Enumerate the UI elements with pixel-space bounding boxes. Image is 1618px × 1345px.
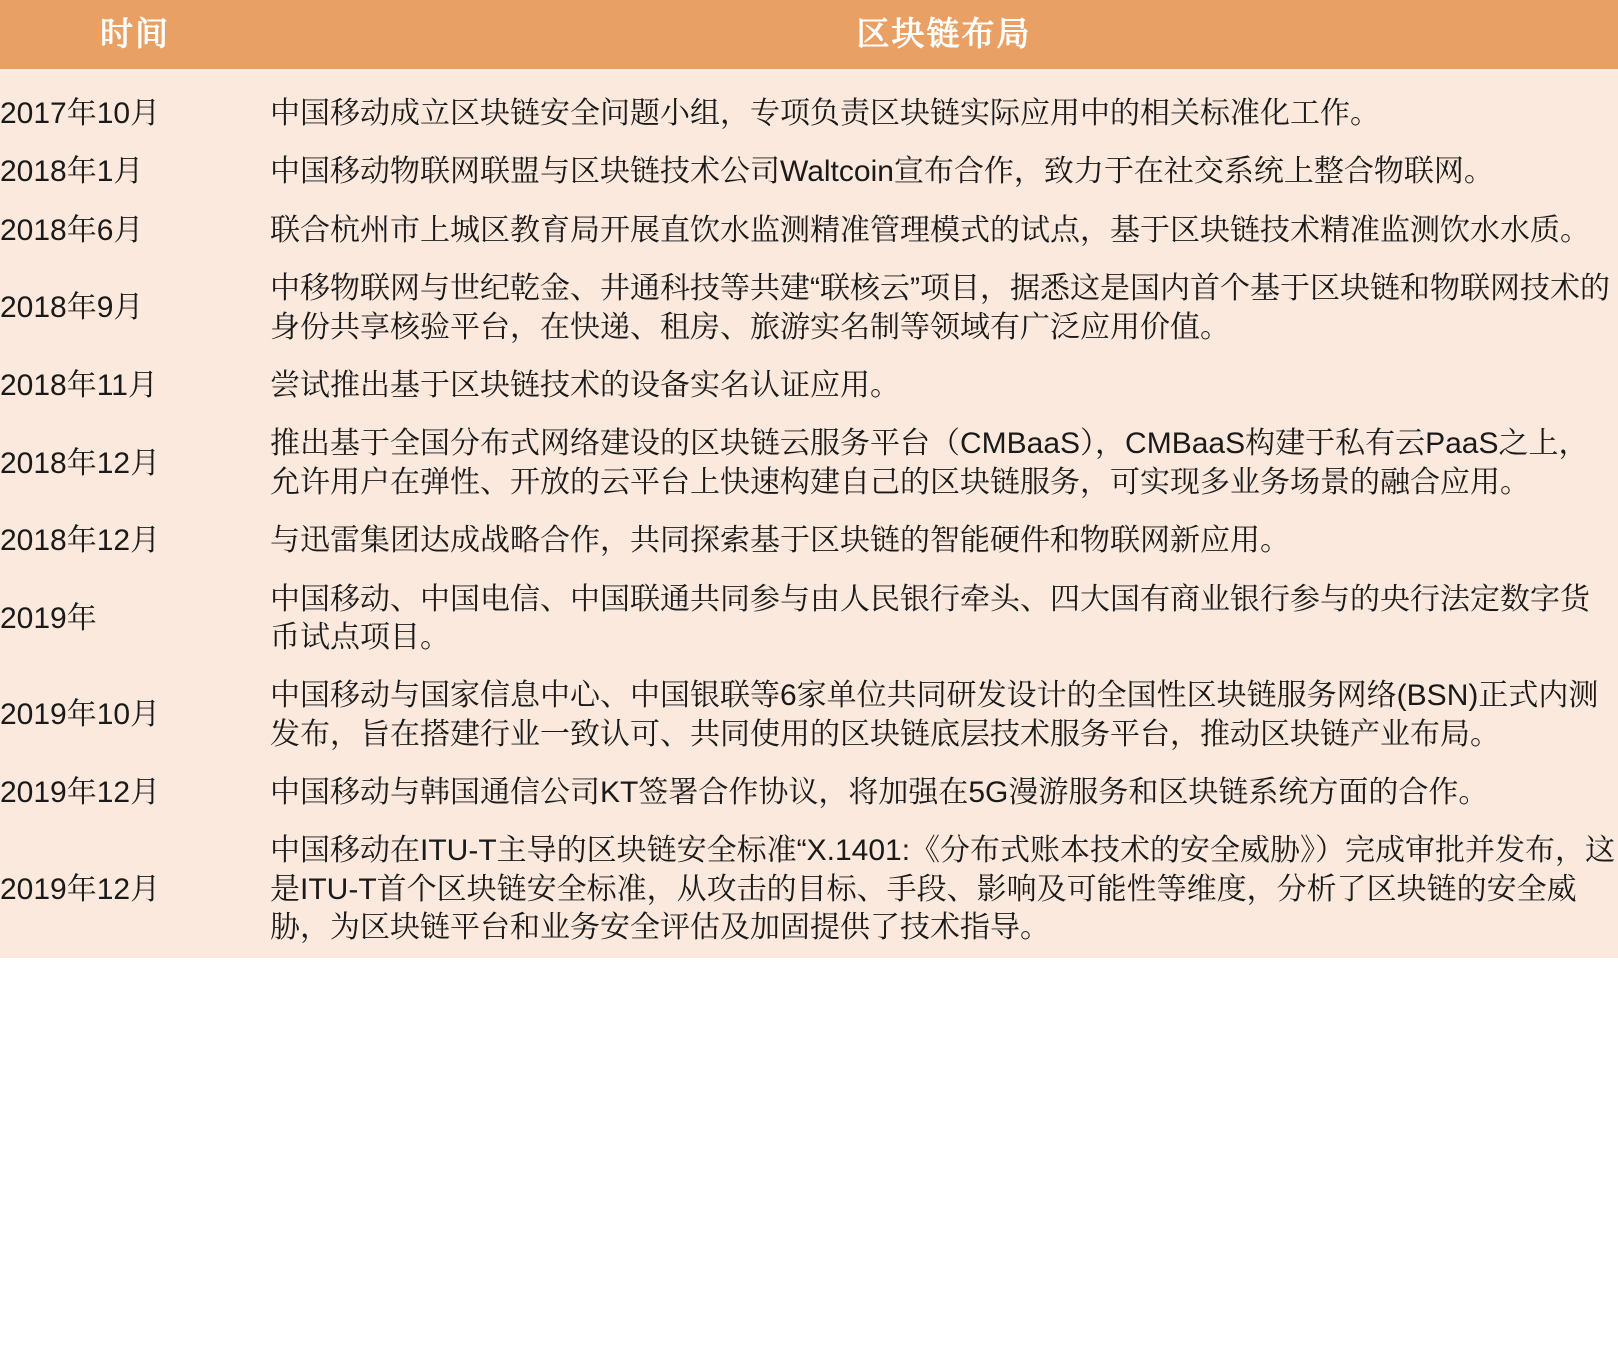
cell-time: 2018年9月 bbox=[0, 260, 270, 357]
table-row bbox=[0, 571, 1618, 668]
table-row bbox=[0, 667, 1618, 764]
table-body bbox=[0, 69, 1618, 958]
cell-time: 2017年10月 bbox=[0, 69, 270, 143]
cell-time: 2019年12月 bbox=[0, 764, 270, 822]
cell-description: 与迅雷集团达成战略合作，共同探索基于区块链的智能硬件和物联网新应用。 bbox=[270, 512, 1618, 570]
table-header-row bbox=[0, 0, 1618, 69]
cell-description: 中国移动在ITU-T主导的区块链安全标准“X.1401:《分布式账本技术的安全威胁》）完成审批并发布，这是ITU-T首个区块链安全标准，从攻击的目标、手段、影响及可能性等维度，分析了区块链的安全威胁，为区块链平台和业务安全评估及加固提供了技术指导。 bbox=[270, 822, 1618, 957]
cell-description: 推出基于全国分布式网络建设的区块链云服务平台（CMBaaS），CMBaaS构建于私有云PaaS之上，允许用户在弹性、开放的云平台上快速构建自己的区块链服务，可实现多业务场景的融合应用。 bbox=[270, 415, 1618, 512]
table-row bbox=[0, 69, 1618, 143]
cell-time: 2019年12月 bbox=[0, 822, 270, 957]
cell-time: 2018年1月 bbox=[0, 143, 270, 201]
table-row bbox=[0, 512, 1618, 570]
cell-description: 中国移动成立区块链安全问题小组，专项负责区块链实际应用中的相关标准化工作。 bbox=[270, 69, 1618, 143]
table-row bbox=[0, 260, 1618, 357]
cell-description: 中国移动物联网联盟与区块链技术公司Waltcoin宣布合作，致力于在社交系统上整合物联网。 bbox=[270, 143, 1618, 201]
table-row bbox=[0, 822, 1618, 957]
table-row bbox=[0, 764, 1618, 822]
cell-description: 联合杭州市上城区教育局开展直饮水监测精准管理模式的试点，基于区块链技术精准监测饮水水质。 bbox=[270, 202, 1618, 260]
cell-description: 尝试推出基于区块链技术的设备实名认证应用。 bbox=[270, 357, 1618, 415]
cell-time: 2019年10月 bbox=[0, 667, 270, 764]
cell-description: 中国移动、中国电信、中国联通共同参与由人民银行牵头、四大国有商业银行参与的央行法定数字货币试点项目。 bbox=[270, 571, 1618, 668]
table-row bbox=[0, 415, 1618, 512]
cell-time: 2018年12月 bbox=[0, 512, 270, 570]
table-row bbox=[0, 357, 1618, 415]
table-row bbox=[0, 143, 1618, 201]
cell-time: 2018年6月 bbox=[0, 202, 270, 260]
cell-time: 2019年 bbox=[0, 571, 270, 668]
column-header-description: 区块链布局 bbox=[270, 0, 1618, 69]
table-header bbox=[0, 0, 1618, 69]
table-row bbox=[0, 202, 1618, 260]
cell-description: 中国移动与韩国通信公司KT签署合作协议，将加强在5G漫游服务和区块链系统方面的合作。 bbox=[270, 764, 1618, 822]
cell-description: 中移物联网与世纪乾金、井通科技等共建“联核云”项目，据悉这是国内首个基于区块链和物联网技术的身份共享核验平台，在快递、租房、旅游实名制等领域有广泛应用价值。 bbox=[270, 260, 1618, 357]
column-header-time: 时间 bbox=[0, 0, 270, 69]
cell-time: 2018年12月 bbox=[0, 415, 270, 512]
cell-time: 2018年11月 bbox=[0, 357, 270, 415]
cell-description: 中国移动与国家信息中心、中国银联等6家单位共同研发设计的全国性区块链服务网络(BSN)正式内测发布，旨在搭建行业一致认可、共同使用的区块链底层技术服务平台，推动区块链产业布局。 bbox=[270, 667, 1618, 764]
